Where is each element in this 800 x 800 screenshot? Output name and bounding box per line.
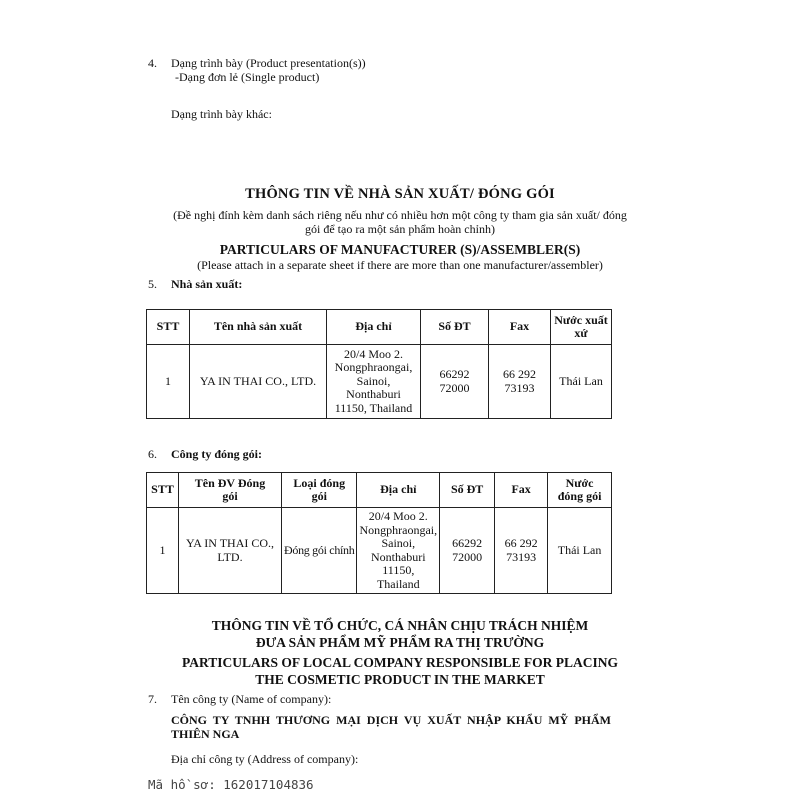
address-line: Nongphraongai, bbox=[359, 522, 438, 537]
header-type-l1: Loại đóng bbox=[293, 475, 346, 490]
address-line: 20/4 Moo 2. bbox=[343, 346, 403, 361]
fax-line: 73193 bbox=[506, 549, 537, 564]
header-name-l2: gói bbox=[222, 489, 238, 503]
header-phone: Số ĐT bbox=[440, 473, 495, 508]
section-7-label: Tên công ty (Name of company): bbox=[171, 692, 332, 706]
cell-origin: Thái Lan bbox=[551, 345, 612, 419]
header-name: Tên nhà sản xuất bbox=[190, 310, 327, 345]
cell-address bbox=[357, 508, 440, 594]
name-line: YA IN THAI CO., bbox=[185, 536, 275, 550]
section-5-number: 5. bbox=[148, 277, 157, 291]
cell-origin: Thái Lan bbox=[548, 508, 612, 594]
cell-fax bbox=[489, 345, 551, 419]
header-type bbox=[282, 473, 357, 508]
header-stt: STT bbox=[147, 473, 179, 508]
header-origin-l2: xứ bbox=[574, 326, 588, 340]
manufacturer-note-vi-2: gói để tạo ra một sản phẩm hoàn chỉnh) bbox=[305, 222, 495, 236]
local-title-en-2: THE COSMETIC PRODUCT IN THE MARKET bbox=[255, 672, 545, 687]
cell-address bbox=[327, 345, 421, 419]
company-address-label: Địa chỉ công ty (Address of company): bbox=[171, 752, 359, 766]
section-7-number: 7. bbox=[148, 692, 157, 706]
section-6-number: 6. bbox=[148, 447, 157, 461]
address-line: 11150, Thailand bbox=[334, 400, 413, 415]
record-id: Mã hồ sơ: 162017104836 bbox=[148, 777, 314, 792]
header-origin bbox=[548, 473, 612, 508]
manufacturer-header bbox=[100, 186, 700, 272]
cell-phone bbox=[440, 508, 495, 594]
local-title-en-1: PARTICULARS OF LOCAL COMPANY RESPONSIBLE FOR PLACING bbox=[181, 655, 619, 670]
header-stt: STT bbox=[147, 310, 190, 345]
table-header-row bbox=[147, 310, 612, 345]
address-line: 20/4 Moo 2. bbox=[368, 509, 428, 523]
manufacturer-title-vi: THÔNG TIN VỀ NHÀ SẢN XUẤT/ ĐÓNG GÓI bbox=[245, 186, 555, 202]
phone-line: 72000 bbox=[439, 380, 470, 395]
header-origin-l2: đóng gói bbox=[557, 489, 602, 503]
section-4-other: Dạng trình bày khác: bbox=[171, 107, 272, 121]
phone-line: 66292 bbox=[439, 367, 470, 381]
section-4-option: -Dạng đơn lẻ (Single product) bbox=[175, 70, 320, 84]
address-line: 11150, bbox=[382, 563, 415, 577]
header-fax: Fax bbox=[489, 310, 551, 345]
fax-line: 73193 bbox=[504, 380, 535, 395]
local-title-vi-1: THÔNG TIN VỀ TỔ CHỨC, CÁ NHÂN CHỊU TRÁCH NHIỆM bbox=[211, 618, 589, 633]
manufacturer-table bbox=[146, 309, 612, 419]
company-name-line-2: THIÊN NGA bbox=[171, 727, 240, 741]
cell-name: YA IN THAI CO., LTD. bbox=[190, 345, 327, 419]
cell-stt: 1 bbox=[147, 345, 190, 419]
address-line: Sainoi, bbox=[381, 536, 416, 550]
header-fax: Fax bbox=[495, 473, 548, 508]
table-header-row bbox=[147, 473, 612, 508]
table-row bbox=[147, 508, 612, 594]
manufacturer-note-en: (Please attach in a separate sheet if there are more than one manufacturer/assembler) bbox=[197, 258, 603, 272]
cell-fax bbox=[495, 508, 548, 594]
local-title-vi-2: ĐƯA SẢN PHẨM MỸ PHẨM RA THỊ TRƯỜNG bbox=[255, 635, 545, 650]
company-name-line-1: CÔNG TY TNHH THƯƠNG MẠI DỊCH VỤ XUẤT NHẬP KHẨU MỸ PHẨM bbox=[171, 713, 611, 727]
header-address: Địa chỉ bbox=[357, 473, 440, 508]
header-name bbox=[179, 473, 282, 508]
header-origin-l1: Nước xuất bbox=[554, 312, 608, 327]
local-company-header bbox=[100, 617, 700, 688]
cell-stt: 1 bbox=[147, 508, 179, 594]
cell-type: Đóng gói chính bbox=[282, 508, 357, 594]
header-origin bbox=[551, 310, 612, 345]
section-4-title: Dạng trình bày (Product presentation(s)) bbox=[171, 56, 366, 70]
manufacturer-note-vi-1: (Đề nghị đính kèm danh sách riêng nếu như có nhiều hơn một công ty tham gia sản xuất/ đóng bbox=[173, 208, 627, 222]
address-line: Nonthaburi bbox=[346, 387, 401, 402]
packer-table bbox=[146, 472, 612, 594]
header-address: Địa chỉ bbox=[327, 310, 421, 345]
header-phone: Số ĐT bbox=[421, 310, 489, 345]
fax-line: 66 292 bbox=[504, 536, 538, 550]
section-6-label: Công ty đóng gói: bbox=[171, 447, 263, 461]
address-line: Nonthaburi bbox=[370, 549, 426, 564]
address-line: Nongphraongai, bbox=[334, 360, 413, 375]
fax-line: 66 292 bbox=[503, 367, 536, 381]
manufacturer-title-en: PARTICULARS OF MANUFACTURER (S)/ASSEMBLER(S) bbox=[219, 242, 581, 257]
phone-line: 66292 bbox=[452, 536, 483, 550]
header-type-l2: gói bbox=[311, 489, 327, 503]
address-line: Thailand bbox=[376, 576, 420, 591]
cell-phone bbox=[421, 345, 489, 419]
section-5-label: Nhà sản xuất: bbox=[171, 277, 243, 291]
name-line: LTD. bbox=[217, 549, 243, 564]
address-line: Sainoi, bbox=[356, 373, 391, 388]
table-row bbox=[147, 345, 612, 419]
phone-line: 72000 bbox=[452, 549, 483, 564]
section-4-number: 4. bbox=[148, 56, 157, 70]
cell-name bbox=[179, 508, 282, 594]
header-origin-l1: Nước bbox=[565, 475, 594, 490]
header-name-l1: Tên ĐV Đóng bbox=[194, 475, 266, 490]
